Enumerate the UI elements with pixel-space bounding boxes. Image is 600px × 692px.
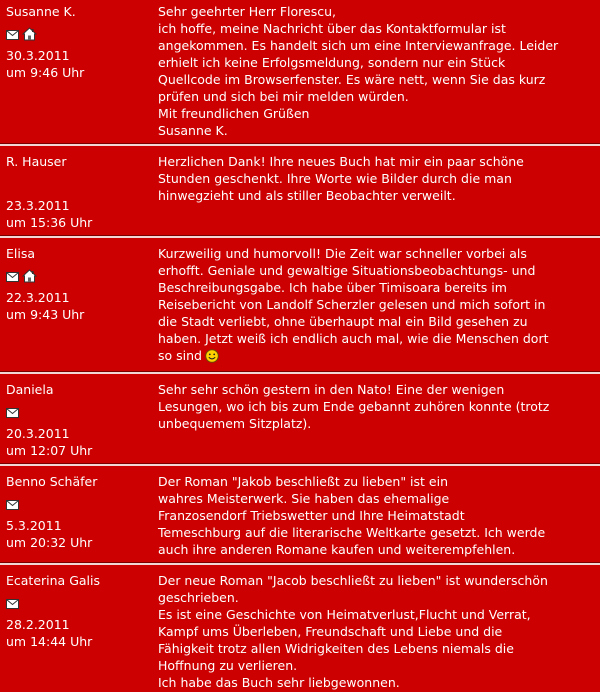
message-line <box>158 153 596 170</box>
message-text: haben. Jetzt weiß ich endlich auch mal, wie die Menschen dort <box>158 331 549 346</box>
message-text: angekommen. Es handelt sich um eine Interviewanfrage. Leider <box>158 38 559 53</box>
message-line <box>158 187 596 204</box>
entry-meta <box>0 153 158 231</box>
message-line <box>158 381 596 398</box>
email-icon[interactable] <box>6 27 19 44</box>
message-text: Lesungen, wo ich bis zum Ende gebannt zuhören konnte (trotz <box>158 399 550 414</box>
message-text: wahres Meisterwerk. Sie haben das ehemalige <box>158 491 450 506</box>
message-line <box>158 122 596 139</box>
message-line <box>158 473 596 490</box>
message-line <box>158 262 596 279</box>
message-text: Stunden geschenkt. Ihre Worte wie Bilder durch die man <box>158 171 512 186</box>
message-line <box>158 296 596 313</box>
message-text: Reisebericht von Landolf Scherzler gelesen und mich sofort in <box>158 297 546 312</box>
message-line <box>158 606 596 623</box>
message-text: Sehr sehr schön gestern in den Nato! Eine der wenigen <box>158 382 505 397</box>
message-text: Franzosendorf Triebswetter und Ihre Heimatstadt <box>158 508 465 523</box>
guestbook-entry <box>0 242 600 368</box>
entry-time: um 9:43 Uhr <box>6 307 85 322</box>
homepage-icon[interactable] <box>22 27 37 45</box>
message-line <box>158 71 596 88</box>
author-name: Elisa <box>6 246 36 261</box>
message-line <box>158 657 596 674</box>
entry-date: 5.3.2011 <box>6 518 62 533</box>
message-text: Hoffnung zu verlieren. <box>158 658 298 673</box>
message-line <box>158 572 596 589</box>
author-name: R. Hauser <box>6 154 67 169</box>
entry-meta <box>0 572 158 691</box>
homepage-icon[interactable] <box>22 269 37 287</box>
author-name: Benno Schäfer <box>6 474 98 489</box>
message-text: die Stadt verliebt, ohne überhaupt mal ein Bild gesehen zu <box>158 314 528 329</box>
email-icon[interactable] <box>6 497 19 514</box>
entry-separator <box>0 463 600 466</box>
message-text: erhofft. Geniale und gewaltige Situationsbeobachtungs- und <box>158 263 536 278</box>
message-text: geschrieben. <box>158 590 239 605</box>
entry-time: um 12:07 Uhr <box>6 443 93 458</box>
message-line <box>158 507 596 524</box>
message-line <box>158 37 596 54</box>
entry-time: um 9:46 Uhr <box>6 65 85 80</box>
entry-time: um 20:32 Uhr <box>6 535 93 550</box>
message-text: Es ist eine Geschichte von Heimatverlust,Flucht und Verrat, <box>158 607 531 622</box>
guestbook-entry <box>0 378 600 460</box>
entry-date: 20.3.2011 <box>6 426 70 441</box>
message-text: Mit freundlichen Grüßen <box>158 106 310 121</box>
author-name: Ecaterina Galis <box>6 573 100 588</box>
entry-message <box>158 153 596 231</box>
entry-message <box>158 572 596 691</box>
contact-icons <box>6 406 158 421</box>
message-line <box>158 279 596 296</box>
contact-icons <box>6 270 158 285</box>
guestbook-entry <box>0 569 600 692</box>
message-text: hinwegzieht und als stiller Beobachter verweilt. <box>158 188 456 203</box>
entry-date: 30.3.2011 <box>6 48 70 63</box>
message-text: Temeschburg auf die literarische Weltkarte gesetzt. Ich werde <box>158 525 546 540</box>
entry-separator <box>0 371 600 374</box>
message-text: Beschreibungsgabe. Ich habe über Timisoara bereits im <box>158 280 507 295</box>
smiley-icon <box>205 351 219 366</box>
message-line <box>158 490 596 507</box>
email-icon[interactable] <box>6 405 19 422</box>
message-text: Der neue Roman "Jacob beschließt zu lieben" ist wunderschön <box>158 573 548 588</box>
entry-meta <box>0 245 158 367</box>
entry-date: 22.3.2011 <box>6 290 70 305</box>
contact-icons <box>6 178 158 193</box>
message-text: Kampf ums Überleben, Freundschaft und Liebe und die <box>158 624 503 639</box>
guestbook-entry <box>0 470 600 559</box>
author-name: Daniela <box>6 382 54 397</box>
entry-separator <box>0 562 600 565</box>
message-text: Kurzweilig und humorvoll! Die Zeit war schneller vorbei als <box>158 246 527 261</box>
contact-icons <box>6 498 158 513</box>
entry-meta <box>0 381 158 459</box>
message-line <box>158 541 596 558</box>
message-text: erhielt ich keine Erfolgsmeldung, sondern nur ein Stück <box>158 55 506 70</box>
guestbook-entry <box>0 0 600 140</box>
email-icon[interactable] <box>6 596 19 613</box>
message-line <box>158 347 596 367</box>
message-line <box>158 88 596 105</box>
entry-meta <box>0 3 158 139</box>
message-text: Sehr geehrter Herr Florescu, <box>158 4 337 19</box>
message-text: Susanne K. <box>158 123 228 138</box>
message-text: Ich habe das Buch sehr liebgewonnen. <box>158 675 400 690</box>
message-line <box>158 330 596 347</box>
entry-meta <box>0 473 158 558</box>
message-text: Der Roman "Jakob beschließt zu lieben" ist ein <box>158 474 449 489</box>
email-icon[interactable] <box>6 269 19 286</box>
message-line <box>158 170 596 187</box>
entry-date: 23.3.2011 <box>6 198 70 213</box>
entry-separator <box>0 143 600 146</box>
message-line <box>158 640 596 657</box>
entry-message <box>158 245 596 367</box>
entry-message <box>158 473 596 558</box>
message-text: Quellcode im Browserfenster. Es wäre nett, wenn Sie das kurz <box>158 72 546 87</box>
message-line <box>158 589 596 606</box>
message-line <box>158 524 596 541</box>
message-line <box>158 3 596 20</box>
message-line <box>158 54 596 71</box>
entry-time: um 15:36 Uhr <box>6 215 93 230</box>
message-text: Fähigkeit trotz allen Widrigkeiten des Lebens niemals die <box>158 641 514 656</box>
message-line <box>158 415 596 432</box>
message-text: auch ihre anderen Romane kaufen und weiterempfehlen. <box>158 542 516 557</box>
message-line <box>158 245 596 262</box>
author-name: Susanne K. <box>6 4 76 19</box>
message-text: prüfen und sich bei mir melden würden. <box>158 89 409 104</box>
message-line <box>158 313 596 330</box>
message-line <box>158 674 596 691</box>
entry-time: um 14:44 Uhr <box>6 634 93 649</box>
message-line <box>158 20 596 37</box>
message-text: ich hoffe, meine Nachricht über das Kontaktformular ist <box>158 21 506 36</box>
entry-message <box>158 381 596 459</box>
entry-date: 28.2.2011 <box>6 617 70 632</box>
message-line <box>158 623 596 640</box>
message-line <box>158 105 596 122</box>
contact-icons <box>6 597 158 612</box>
entry-message <box>158 3 596 139</box>
guestbook-entry <box>0 150 600 232</box>
contact-icons <box>6 28 158 43</box>
message-text: so sind <box>158 348 202 363</box>
message-text: unbequemem Sitzplatz). <box>158 416 312 431</box>
entry-separator <box>0 235 600 238</box>
message-line <box>158 398 596 415</box>
message-text: Herzlichen Dank! Ihre neues Buch hat mir ein paar schöne <box>158 154 524 169</box>
